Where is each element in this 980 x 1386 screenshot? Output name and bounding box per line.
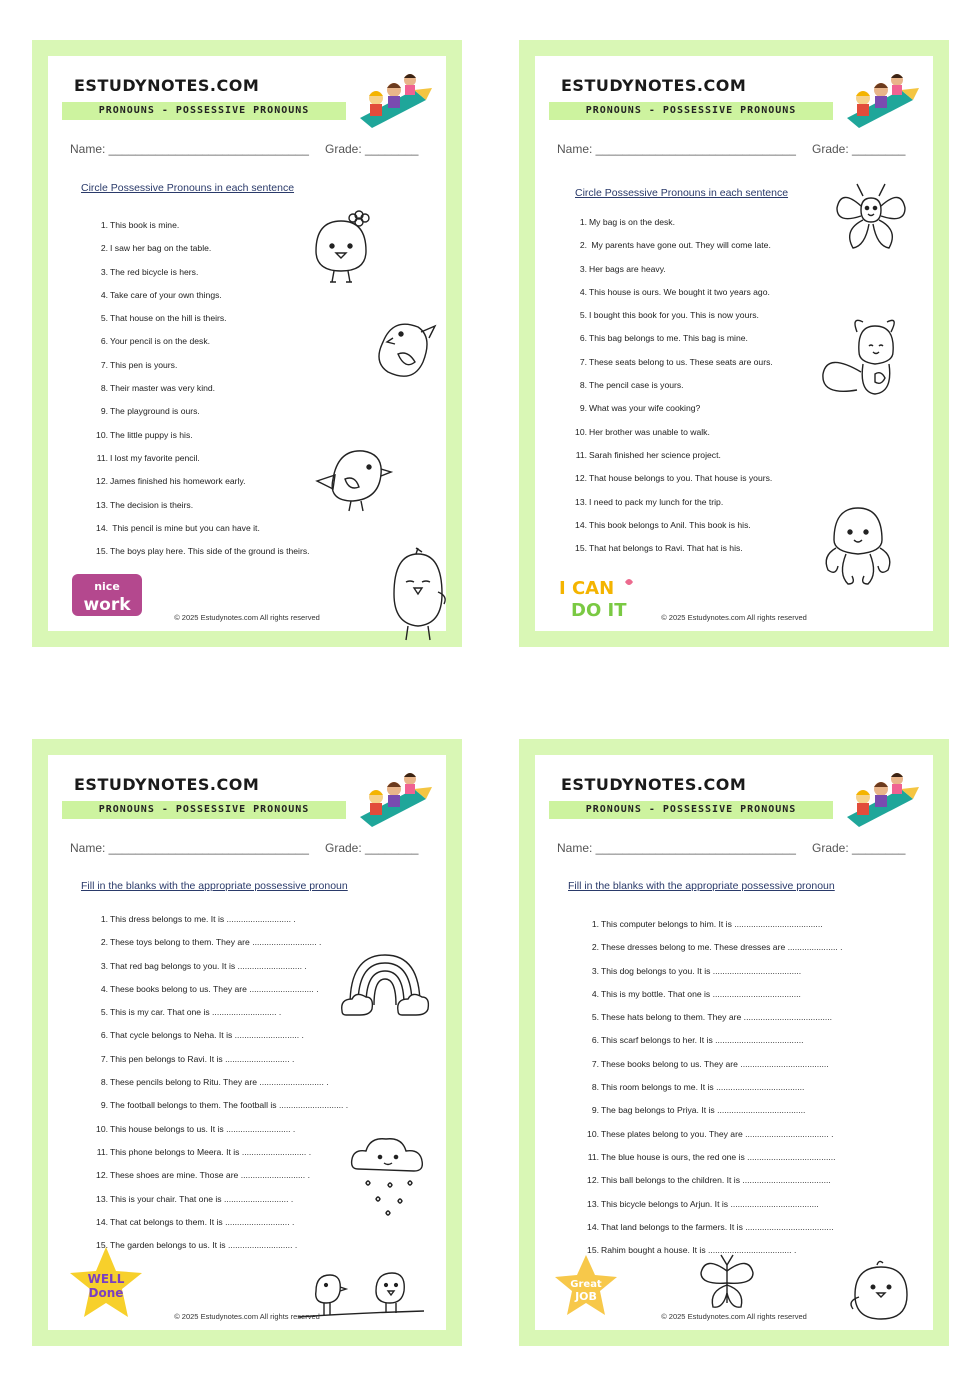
squirrel-icon (817, 312, 917, 402)
octopus-icon (818, 500, 898, 600)
brand-logo: ESTUDYNOTES.COM (74, 76, 260, 95)
list-item: 11. Sarah finished her science project. (575, 449, 721, 460)
list-item: 4. This house is ours. We bought it two years ago. (579, 286, 770, 297)
grade-field: Grade: ________ (325, 841, 419, 855)
list-item: 2. These dresses belong to me. These dresses are ..................... . (591, 942, 843, 953)
list-item: 15. The boys play here. This side of the ground is theirs. (96, 546, 310, 557)
name-field: Name: ______________________________ (557, 142, 796, 156)
list-item: 12. That house belongs to you. That house is yours. (575, 473, 773, 484)
worksheet-1-page (48, 56, 446, 631)
list-item: 12. James finished his homework early. (96, 476, 246, 487)
worksheet-2 (519, 40, 949, 647)
list-item: 5. That house on the hill is theirs. (100, 313, 227, 324)
copyright-footer: © 2025 Estudynotes.com All rights reserved (661, 613, 807, 622)
svg-text:JOB: JOB (575, 1290, 597, 1303)
list-item: 3. That red bag belongs to you. It is ........................... . (100, 960, 307, 971)
question-list (567, 211, 773, 560)
bird-icon (313, 439, 393, 514)
list-item: 8. These pencils belong to Ritu. They are ........................... . (100, 1077, 329, 1088)
list-item: 2. My parents have gone out. They will come late. (579, 240, 771, 251)
list-item: 10. The little puppy is his. (96, 429, 193, 440)
list-item: 2. These toys belong to them. They are ........................... . (100, 937, 322, 948)
list-item: 15. Rahim bought a house. It is ................................... . (587, 1245, 797, 1256)
list-item: 9. The football belongs to them. The football is ........................... . (100, 1100, 349, 1111)
list-item: 9. What was your wife cooking? (579, 403, 701, 414)
kids-on-pencil-icon (841, 70, 921, 128)
topic-bar: PRONOUNS - POSSESSIVE PRONOUNS (549, 801, 833, 819)
great-job-badge (551, 1251, 621, 1321)
well-done-badge (66, 1245, 146, 1321)
list-item: 15. The garden belongs to us. It is ........................... . (96, 1240, 298, 1251)
list-item: 6. This bag belongs to me. This bag is mine. (579, 333, 748, 344)
svg-text:DO IT: DO IT (571, 600, 627, 621)
list-item: 8. Their master was very kind. (100, 383, 216, 394)
butterfly-icon (833, 180, 909, 256)
kids-on-pencil-icon (354, 769, 434, 827)
cloud-hearts-icon (348, 1133, 428, 1223)
worksheet-3-page (48, 755, 446, 1330)
worksheet-4-page (535, 755, 933, 1330)
list-item: 14. That cat belongs to them. It is ........................... . (96, 1216, 295, 1227)
list-item: 7. These seats belong to us. These seats are ours. (579, 356, 773, 367)
instruction-text: Fill in the blanks with the appropriate possessive pronoun (81, 880, 348, 892)
list-item: 7. This pen belongs to Ravi. It is ........................... . (100, 1053, 295, 1064)
svg-text:work: work (83, 595, 131, 615)
brand-logo: ESTUDYNOTES.COM (561, 775, 747, 794)
list-item: 12. This ball belongs to the children. It is ..................................... (587, 1175, 831, 1186)
worksheet-4 (519, 739, 949, 1346)
topic-bar: PRONOUNS - POSSESSIVE PRONOUNS (549, 102, 833, 120)
list-item: 4. This is my bottle. That one is ..................................... (591, 988, 801, 999)
list-item: 9. The playground is ours. (100, 406, 200, 417)
list-item: 15. That hat belongs to Ravi. That hat is his. (575, 543, 743, 554)
brand-logo: ESTUDYNOTES.COM (74, 775, 260, 794)
brand-logo: ESTUDYNOTES.COM (561, 76, 747, 95)
list-item: 1. My bag is on the desk. (579, 217, 675, 227)
list-item: 14. This pencil is mine but you can have it. (96, 522, 260, 533)
list-item: 1. This computer belongs to him. It is ..................................... (591, 919, 823, 929)
topic-bar: PRONOUNS - POSSESSIVE PRONOUNS (62, 801, 346, 819)
list-item: 6. This scarf belongs to her. It is ..................................... (591, 1035, 804, 1046)
svg-text:I CAN: I CAN (559, 578, 615, 599)
topic-bar: PRONOUNS - POSSESSIVE PRONOUNS (62, 102, 346, 120)
rainbow-icon (340, 945, 430, 1019)
list-item: 3. Her bags are heavy. (579, 263, 666, 274)
question-list (579, 913, 843, 1262)
svg-text:Done: Done (88, 1286, 124, 1300)
list-item: 13. I need to pack my lunch for the trip. (575, 496, 724, 507)
list-item: 13. This bicycle belongs to Arjun. It is ..................................... (587, 1198, 819, 1209)
list-item: 10. This house belongs to us. It is ........................... . (96, 1123, 296, 1134)
list-item: 4. Take care of your own things. (100, 289, 222, 300)
list-item: 11. This phone belongs to Meera. It is ........................... . (96, 1146, 312, 1157)
list-item: 2. I saw her bag on the table. (100, 243, 212, 254)
grade-field: Grade: ________ (325, 142, 419, 156)
list-item: 1. This dress belongs to me. It is ........................... . (100, 914, 296, 924)
list-item: 10. These plates belong to you. They are ................................... . (587, 1128, 834, 1139)
list-item: 14. This book belongs to Anil. This book is his. (575, 519, 751, 530)
kids-on-pencil-icon (354, 70, 434, 128)
list-item: 11. I lost my favorite pencil. (96, 452, 200, 463)
list-item: 3. This dog belongs to you. It is ..................................... (591, 965, 802, 976)
instruction-text: Circle Possessive Pronouns in each sentence (575, 187, 789, 199)
list-item: 3. The red bicycle is hers. (100, 266, 199, 277)
list-item: 5. I bought this book for you. This is now yours. (579, 310, 759, 321)
svg-text:Great: Great (570, 1279, 602, 1290)
list-item: 13. The decision is theirs. (96, 499, 194, 510)
instruction-text: Fill in the blanks with the appropriate possessive pronoun (568, 880, 835, 892)
list-item: 6. That cycle belongs to Neha. It is ........................... . (100, 1030, 304, 1041)
svg-text:WELL: WELL (87, 1272, 125, 1286)
copyright-footer: © 2025 Estudynotes.com All rights reserved (661, 1312, 807, 1321)
nice-work-badge (70, 570, 144, 618)
svg-text:nice: nice (94, 580, 120, 593)
worksheet-1 (32, 40, 462, 647)
name-field: Name: ______________________________ (70, 142, 309, 156)
list-item: 11. The blue house is ours, the red one is ..................................... (587, 1151, 836, 1162)
list-item: 13. This is your chair. That one is ........................... . (96, 1193, 294, 1204)
list-item: 6. Your pencil is on the desk. (100, 336, 211, 347)
copyright-footer: © 2025 Estudynotes.com All rights reserved (174, 1312, 320, 1321)
worksheet-2-page (535, 56, 933, 631)
chick-icon (386, 544, 450, 644)
list-item: 10. Her brother was unable to walk. (575, 426, 710, 437)
list-item: 14. That land belongs to the farmers. It is ..................................... (587, 1221, 834, 1232)
question-list (88, 908, 348, 1257)
list-item: 8. This room belongs to me. It is ..................................... (591, 1082, 805, 1093)
list-item: 7. These books belong to us. They are ..................................... (591, 1058, 829, 1069)
list-item: 4. These books belong to us. They are ........................... . (100, 983, 319, 994)
list-item: 5. This is my car. That one is ........................... . (100, 1007, 282, 1018)
question-list (88, 214, 310, 563)
name-field: Name: ______________________________ (557, 841, 796, 855)
grade-field: Grade: ________ (812, 142, 906, 156)
chick-icon (306, 206, 376, 286)
instruction-text: Circle Possessive Pronouns in each sentence (81, 182, 295, 194)
list-item: 1. This book is mine. (100, 220, 180, 230)
list-item: 12. These shoes are mine. Those are ........................... . (96, 1170, 310, 1181)
butterfly-icon (695, 1251, 759, 1315)
list-item: 5. These hats belong to them. They are ..................................... (591, 1012, 833, 1023)
grade-field: Grade: ________ (812, 841, 906, 855)
worksheet-3 (32, 739, 462, 1346)
copyright-footer: © 2025 Estudynotes.com All rights reserved (174, 613, 320, 622)
list-item: 8. The pencil case is yours. (579, 380, 684, 391)
list-item: 7. This pen is yours. (100, 359, 178, 370)
list-item: 9. The bag belongs to Priya. It is ..................................... (591, 1105, 806, 1116)
kids-on-pencil-icon (841, 769, 921, 827)
name-field: Name: ______________________________ (70, 841, 309, 855)
bird-icon (373, 312, 443, 392)
